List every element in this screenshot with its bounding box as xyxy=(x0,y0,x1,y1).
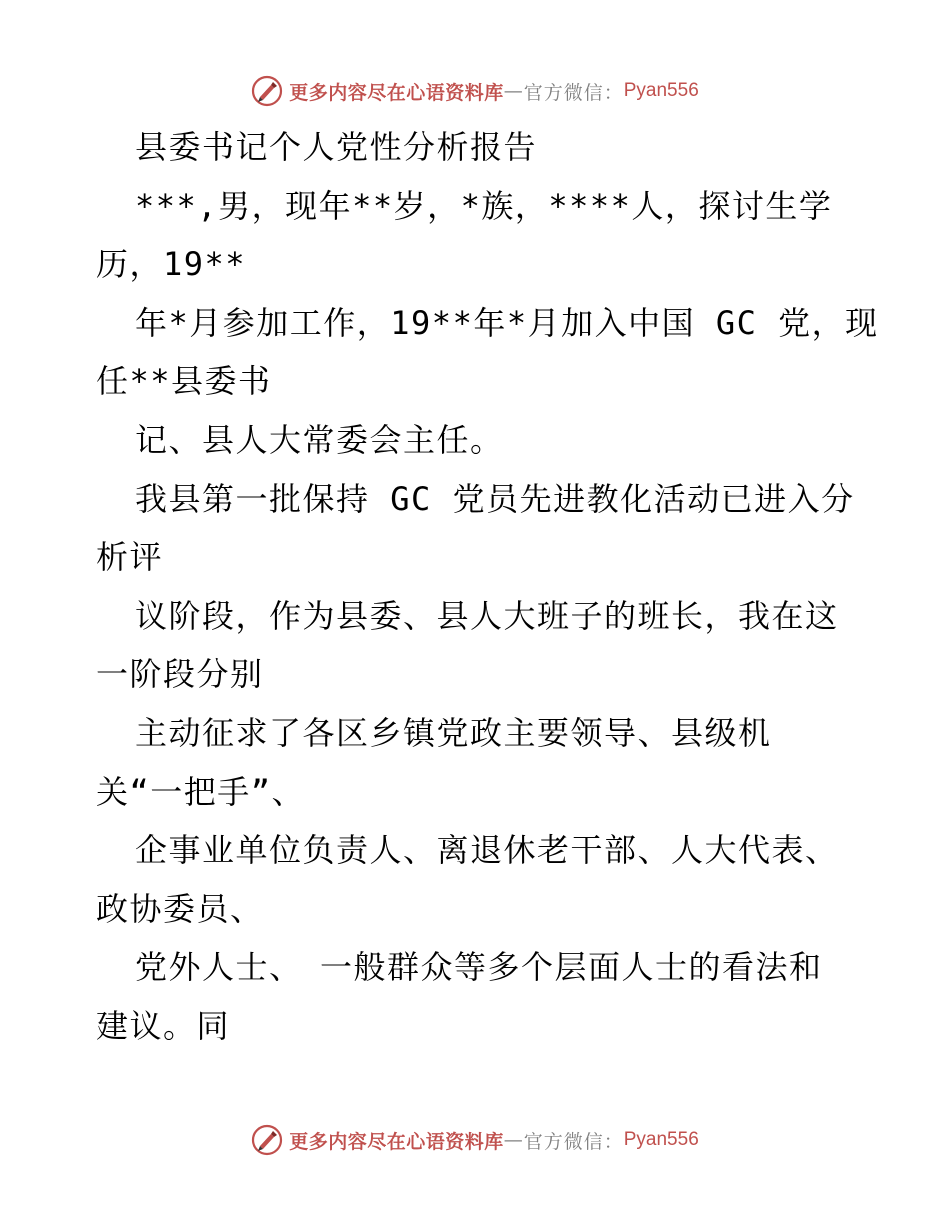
header-watermark-text: 更多内容尽在心语资料库 xyxy=(289,81,504,104)
doc-line: 建议。同 xyxy=(96,1006,231,1045)
pen-logo-icon xyxy=(251,1124,283,1156)
doc-title: 县委书记个人党性分析报告 xyxy=(135,128,538,166)
footer-watermark xyxy=(0,1120,950,1160)
doc-line: 企事业单位负责人、离退休老干部、人大代表、 xyxy=(135,831,839,870)
doc-line: 关“一把手”、 xyxy=(96,772,306,811)
doc-line: 一阶段分别 xyxy=(96,655,264,694)
footer-watermark-id: Pyan556 xyxy=(623,1129,699,1150)
doc-line: 议阶段，作为县委、县人大班子的班长，我在这 xyxy=(135,596,839,635)
doc-line: 历，19** xyxy=(96,245,247,284)
doc-line: 主动征求了各区乡镇党政主要领导、县级机 xyxy=(135,713,772,752)
header-watermark-label: 官方微信： xyxy=(523,81,624,104)
doc-line: 政协委员、 xyxy=(96,889,264,928)
pen-logo-icon xyxy=(251,75,283,107)
doc-line: 党外人士、 一般群众等多个层面人士的看法和 xyxy=(135,948,823,987)
doc-line: 我县第一批保持 GC 党员先进教化活动已进入分 xyxy=(135,479,855,518)
header-watermark xyxy=(0,71,950,111)
document-body xyxy=(96,118,879,1056)
doc-line: 年*月参加工作，19**年*月加入中国 GC 党，现 xyxy=(135,303,879,342)
footer-watermark-text: 更多内容尽在心语资料库 xyxy=(289,1130,504,1153)
doc-line: 析评 xyxy=(96,538,164,577)
doc-line: ***,男，现年**岁，*族，****人，探讨生学 xyxy=(135,186,833,225)
header-watermark-id: Pyan556 xyxy=(623,80,699,101)
doc-line: 记、县人大常委会主任。 xyxy=(135,420,504,459)
header-watermark-dash: — xyxy=(503,80,524,102)
footer-watermark-label: 官方微信： xyxy=(523,1130,624,1153)
footer-watermark-dash: — xyxy=(503,1129,524,1151)
doc-line: 任**县委书 xyxy=(96,362,272,401)
